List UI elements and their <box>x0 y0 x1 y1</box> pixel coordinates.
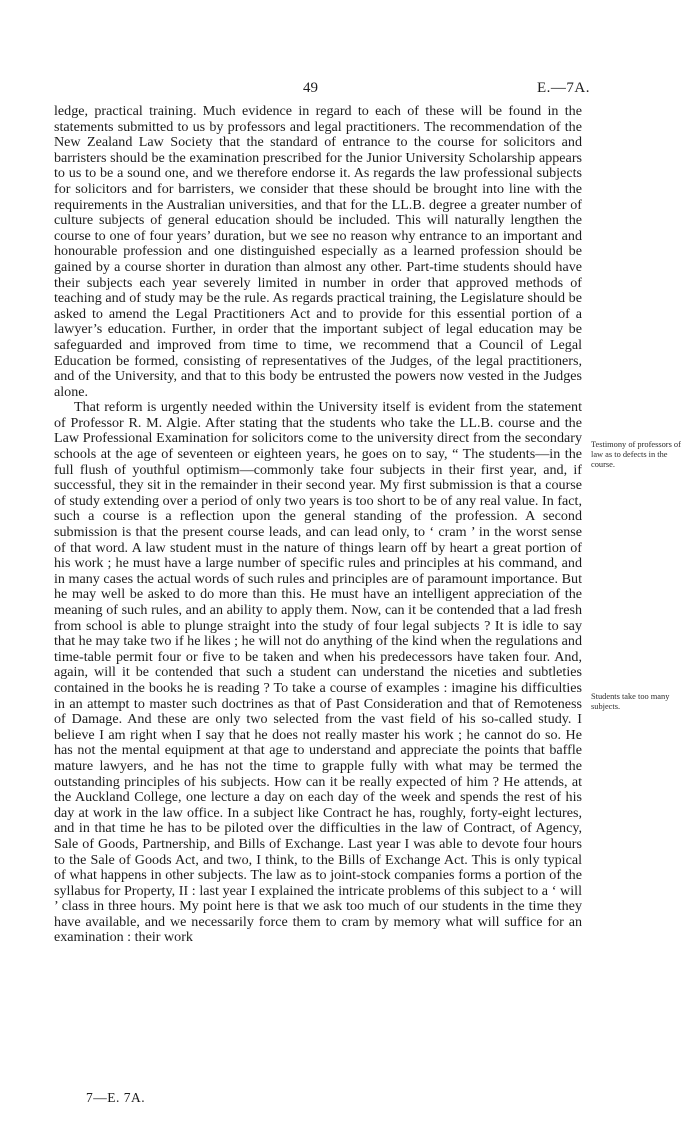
margin-note-testimony: Testimony of professors of law as to defects in the course. <box>591 440 681 469</box>
paragraph-reform: That reform is urgently needed within the University itself is evident from the statement of Professor R. M. Algie. After stating that the students who take the LL.B. course and the Law Professional Examination for solicitors come to the university direct from the secondary schools at the age of seventeen or eighteen years, he goes on to say, “ The students—in the full flush of youthful optimism—commonly take four subjects in their first year, and, if successful, they sit in the remainder in their second year. My first submission is that a course of study extending over a period of only two years is too short to be of any real value. In fact, such a course is a reflection upon the general standing of the profession. A second submission is that the present course leads, and can lead only, to ‘ cram ’ in the worst sense of that word. A law student must in the nature of things learn off by heart a great portion of his work ; he must have a large number of specific rules and principles at his command, and in many cases the actual words of such rules and principles are of paramount importance. But he may well be asked to do more than this. He must have an intelligent appreciation of the meaning of such rules, and an ability to apply them. Now, can it be contended that a lad fresh from school is able to plunge straight into the study of four legal subjects ? It is idle to say that he may take two if he likes ; he will not do anything of the kind when the regulations and time-table permit four or five to be taken and when his predecessors have taken four. And, again, will it be contended that such a student can understand the niceties and subtleties contained in the books he is reading ? To take a course of examples : imagine his difficulties in an attempt to master such doctrines as that of Past Consideration and that of Remoteness of Damage. And these are only two selected from the vast field of his so-called study. I believe I am right when I say that he does not really master his work ; he cannot do so. He has not the mental equipment at that age to understand and appreciate the points that baffle mature lawyers, and he has not the time to grapple fully with what may be termed the outstanding principles of his subjects. How can it be really expected of him ? He attends, at the Auckland College, one lecture a day on each day of the week and spends the rest of his day at work in the law office. In a subject like Contract he has, roughly, forty-eight lectures, and in that time he has to be piloted over the difficulties in the law of Contract, of Agency, Sale of Goods, Partnership, and Bills of Exchange. Last year I was able to devote four hours to the Sale of Goods Act, and two, I think, to the Bills of Exchange Act. This is only typical of what happens in other subjects. The law as to joint-stock companies forms a portion of the syllabus for Property, II : last year I explained the intricate problems of this subject to a ‘ will ’ class in three hours. My point here is that we ask too much of our students in the time they have available, and we necessarily force them to cram by memory what will suffice for an examination : their work <box>54 399 582 946</box>
page-footer-signature: 7—E. 7A. <box>86 1090 146 1105</box>
margin-note-subjects: Students take too many subjects. <box>591 692 670 711</box>
page-header <box>0 80 700 100</box>
page-number: 49 <box>303 80 318 96</box>
paragraph-continued: ledge, practical training. Much evidence in regard to each of these will be found in the statements submitted to us by professors and legal practitioners. The recommendation of the New Zealand Law Society that the standard of entrance to the course for solicitors and barristers should be the examination prescribed for the Junior University Scholarship appears to us to be a sound one, and we therefore endorse it. As regards the law professional subjects for solicitors and for barristers, we consider that these should be brought into line with the requirements in the Australian universities, and that for the LL.B. degree a greater number of culture subjects of general education should be included. This will naturally lengthen the course to one of four years’ duration, but we see no reason why entrance to an important and honourable profession and one distinguished especially as a learned profession should be gained by a course shorter in duration than almost any other. Part-time students should have their subjects each year severely limited in number in order that approved methods of teaching and of study may be the rule. As regards practical training, the Legislature should be asked to amend the Legal Practitioners Act and to provide for this essential portion of a lawyer’s education. Further, in order that the important subject of legal education may be safeguarded and improved from time to time, we recommend that a Council of Legal Education be formed, consisting of representatives of the Judges, of the legal practitioners, and of the University, and that to this body be entrusted the powers now vested in the Judges alone. <box>54 103 582 400</box>
document-reference: E.—7A. <box>537 80 590 96</box>
body-text <box>54 104 582 946</box>
